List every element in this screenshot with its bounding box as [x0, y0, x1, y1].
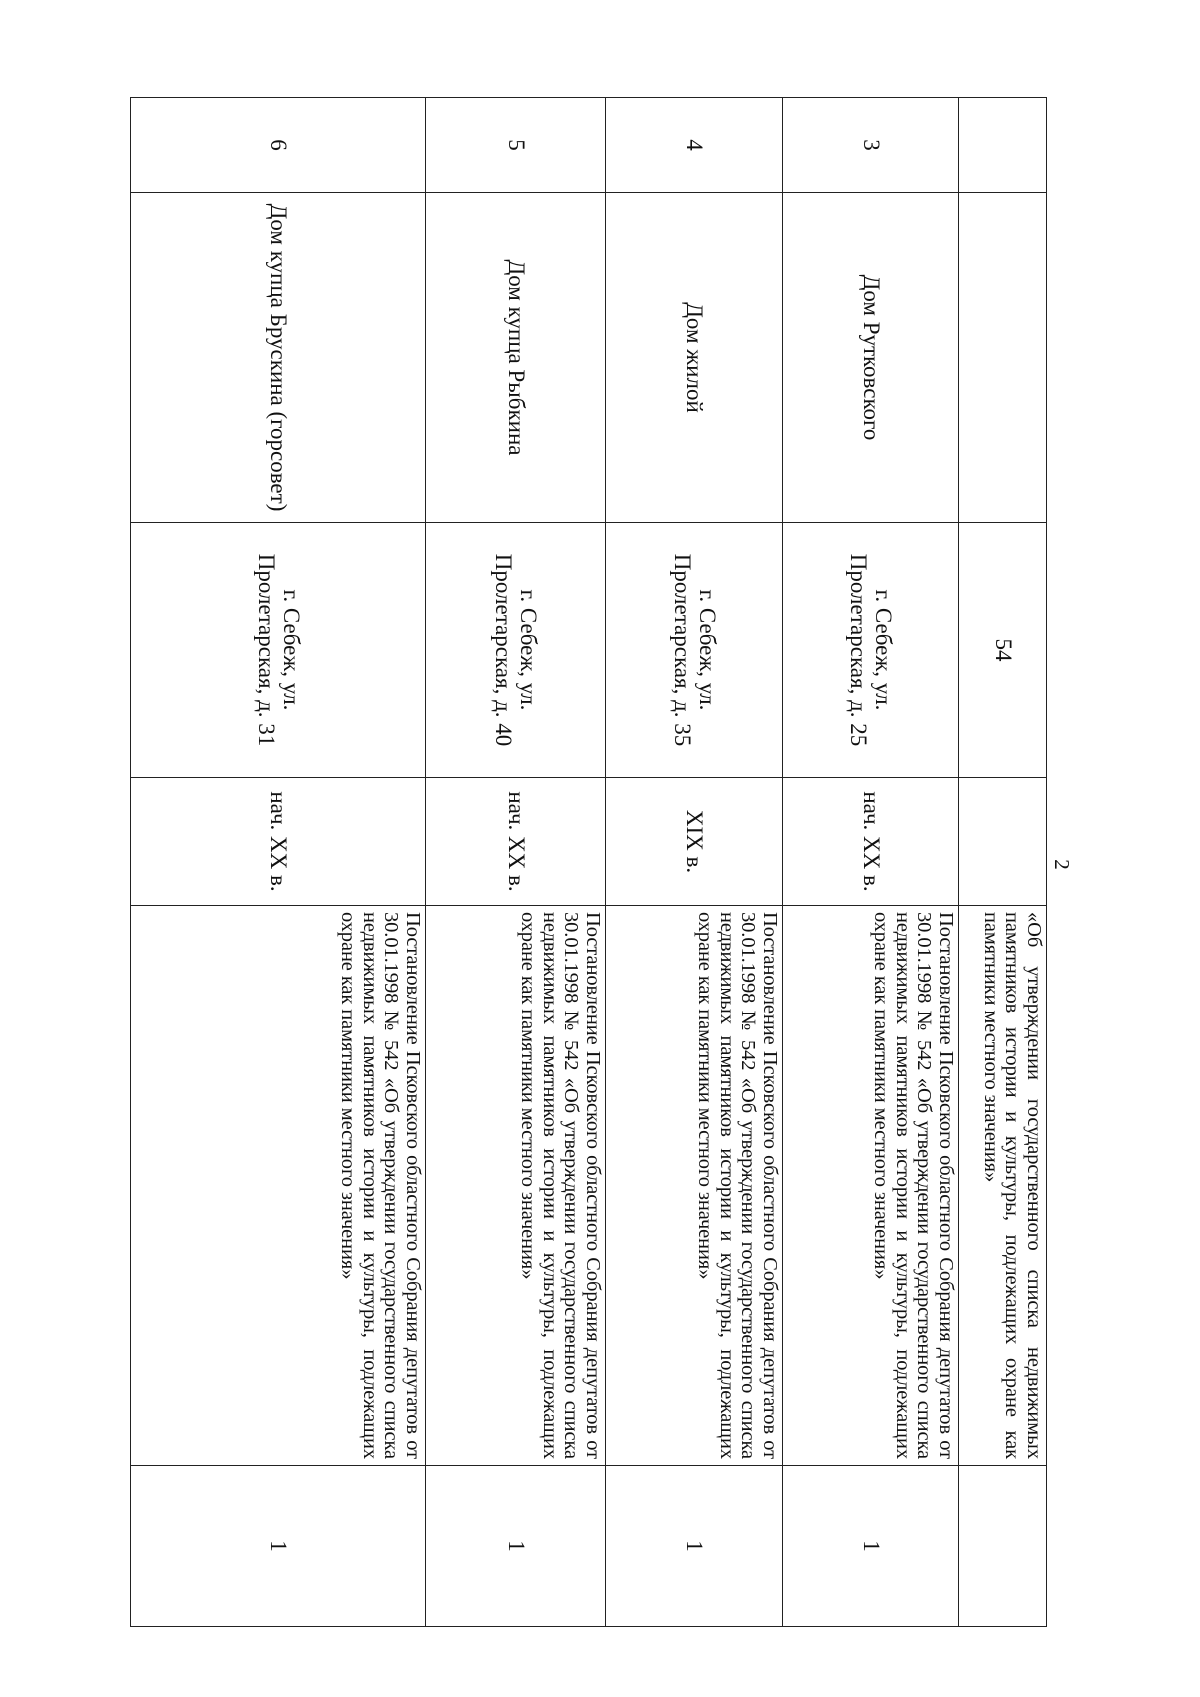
monuments-table [130, 97, 1047, 1627]
cell-date: нач. XX в. [783, 777, 959, 905]
page-number: 2 [1049, 859, 1074, 870]
cell-name: Дом купца Брускина (горсовет) [130, 192, 426, 522]
cell-name: Дом жилой [606, 192, 783, 522]
cell-number: 5 [426, 97, 606, 192]
cell-count: 1 [426, 1465, 606, 1627]
table-row [606, 97, 783, 1627]
cell-document: Постановление Псковского областного Собрания депутатов от 30.01.1998 № 542 «Об утверждении государственного списка недвижимых памятников истории и культуры, подлежащих охране как памятники местного значения» [130, 905, 426, 1465]
cell-document: Постановление Псковского областного Собрания депутатов от 30.01.1998 № 542 «Об утверждении государственного списка недвижимых памятников истории и культуры, подлежащих охране как памятники местного значения» [783, 905, 959, 1465]
cell-address: г. Себеж, ул. Пролетарская, д. 31 [130, 522, 426, 777]
cell-count: 1 [130, 1465, 426, 1627]
table-row [783, 97, 959, 1627]
cell-count: 1 [783, 1465, 959, 1627]
cell-document: Постановление Псковского областного Собрания депутатов от 30.01.1998 № 542 «Об утверждении государственного списка недвижимых памятников истории и культуры, подлежащих охране как памятники местного значения» [426, 905, 606, 1465]
cell-address: г. Себеж, ул. Пролетарская, д. 35 [606, 522, 783, 777]
cell-count [959, 1465, 1047, 1627]
table-row [426, 97, 606, 1627]
cell-date: XIX в. [606, 777, 783, 905]
cell-number: 6 [130, 97, 426, 192]
cell-address: г. Себеж, ул. Пролетарская, д. 40 [426, 522, 606, 777]
cell-document: Постановление Псковского областного Собрания депутатов от 30.01.1998 № 542 «Об утверждении государственного списка недвижимых памятников истории и культуры, подлежащих охране как памятники местного значения» [606, 905, 783, 1465]
table-row [130, 97, 426, 1627]
rotated-table-body [130, 97, 1047, 1627]
cell-address: г. Себеж, ул. Пролетарская, д. 25 [783, 522, 959, 777]
cell-number: 3 [783, 97, 959, 192]
cell-name [959, 192, 1047, 522]
cell-address: 54 [959, 522, 1047, 777]
cell-date: нач. XX в. [130, 777, 426, 905]
cell-number: 4 [606, 97, 783, 192]
table-row [959, 97, 1047, 1627]
cell-date: нач. XX в. [426, 777, 606, 905]
cell-number [959, 97, 1047, 192]
cell-count: 1 [606, 1465, 783, 1627]
cell-document: «Об утверждении государственного списка недвижимых памятников истории и культуры, подлежащих охране как памятники местного значения» [959, 905, 1047, 1465]
cell-name: Дом Рутковского [783, 192, 959, 522]
cell-name: Дом купца Рыбкина [426, 192, 606, 522]
cell-date [959, 777, 1047, 905]
